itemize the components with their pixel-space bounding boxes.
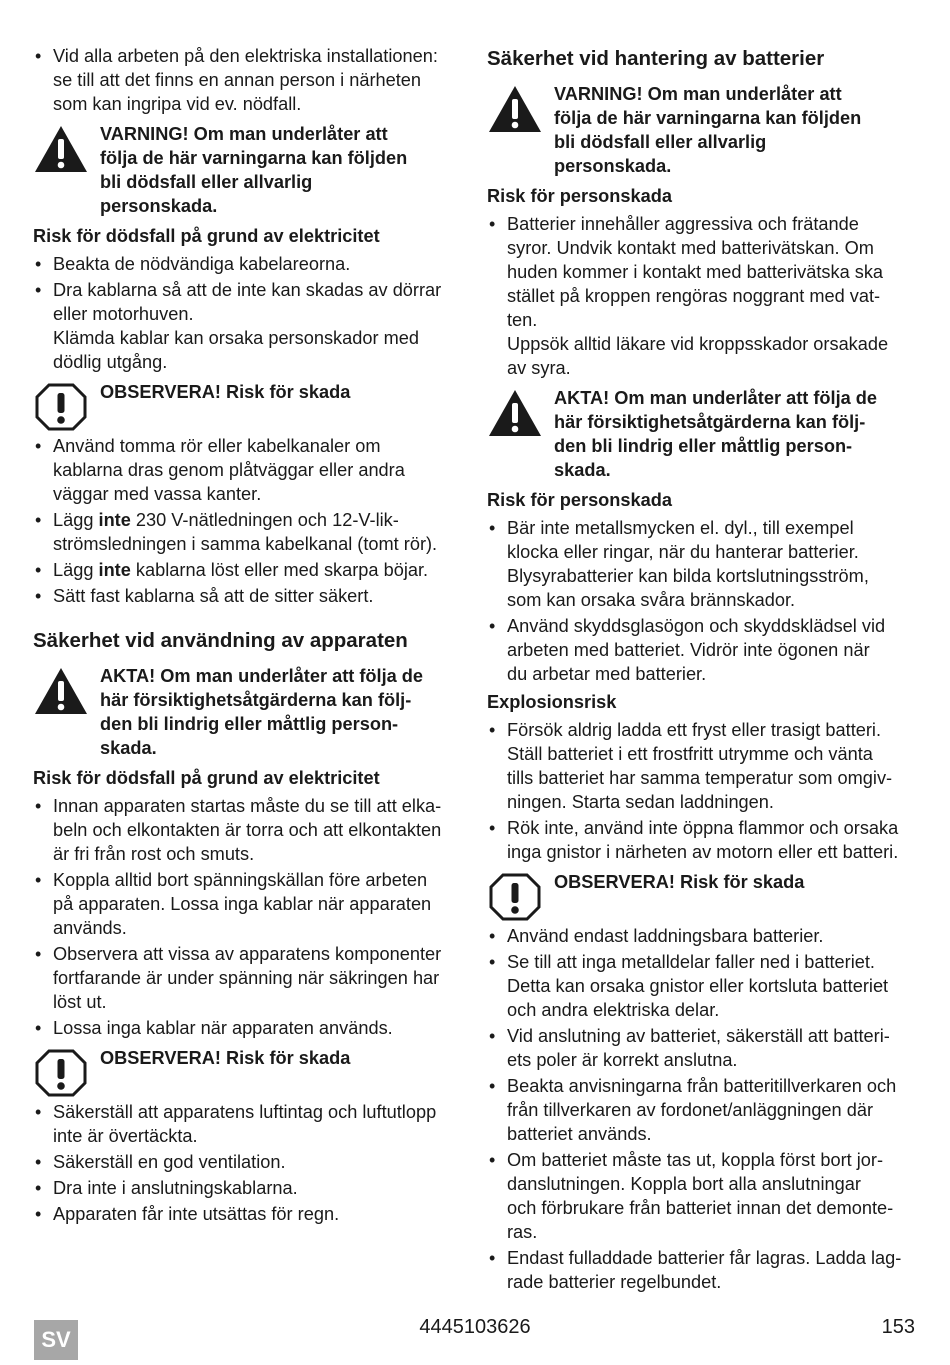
exclamation-octagon-icon (33, 382, 89, 432)
text-line: kablarna dras genom plåtväggar eller andra (53, 460, 405, 480)
warning-triangle-icon (33, 124, 89, 174)
text-line: • Bär inte metallsmycken el. dyl., till exempel (507, 518, 854, 538)
list-item (33, 1016, 461, 1040)
text-line: danslutningen. Koppla bort alla anslutningar (507, 1174, 861, 1194)
section-heading: Säkerhet vid hantering av batterier (487, 47, 825, 70)
text-line: ets poler är korrekt anslutna. (507, 1050, 738, 1070)
list-item (487, 614, 915, 686)
text-line: eller motorhuven. (53, 304, 194, 324)
text-line: • Om batteriet måste tas ut, koppla först bort jor- (507, 1150, 884, 1170)
text-line: • Koppla alltid bort spänningskällan före arbeten (53, 870, 428, 890)
section-heading: Säkerhet vid användning av apparaten (33, 629, 408, 652)
text-line: • Vid alla arbeten på den elektriska installationen: (53, 46, 438, 66)
list-item (33, 558, 461, 582)
warning-text (554, 82, 861, 178)
warning-text (100, 122, 407, 218)
explosion-heading: Explosionsrisk (487, 692, 617, 712)
text-line: arbeten med batteriet. Vidrör inte ögonen när (507, 640, 870, 660)
text-line: du arbetar med batterier. (507, 664, 707, 684)
text-line: skada. (554, 460, 611, 480)
observe-list (487, 924, 915, 1294)
text-line: • Säkerställ att apparatens luftintag och luftutlopp (53, 1102, 437, 1122)
list-item (33, 942, 461, 1014)
observe-text: OBSERVERA! Risk för skada (100, 382, 351, 402)
text-line: VARNING! Om man underlåter att (554, 84, 842, 104)
text-line: den bli lindrig eller måttlig person- (554, 436, 853, 456)
text-line: tills batteriet har samma temperatur som omgiv- (507, 768, 893, 788)
risk-list (33, 794, 461, 1040)
text-line: beln och elkontakten är torra och att elkontakten (53, 820, 442, 840)
text-line: • Se till att inga metalldelar faller ned i batteriet. (507, 952, 875, 972)
list-item (487, 924, 915, 948)
risk-heading: Risk för dödsfall på grund av elektricitet (33, 226, 380, 246)
text-line: • Dra inte i anslutningskablarna. (53, 1178, 298, 1198)
text-line: personskada. (100, 196, 218, 216)
document-number: 4445103626 (419, 1316, 531, 1338)
caution-text (100, 664, 423, 760)
list-item (33, 508, 461, 556)
text-line: • Sätt fast kablarna så att de sitter säkert. (53, 586, 374, 606)
text-line: bli dödsfall eller allvarlig (100, 172, 313, 192)
text-line: rade batterier regelbundet. (507, 1272, 722, 1292)
text-line: • Dra kablarna så att de inte kan skadas av dörrar (53, 280, 442, 300)
warning-triangle-icon (487, 84, 543, 134)
text-line: är fri från rost och smuts. (53, 844, 255, 864)
text-line: Detta kan orsaka gnistor eller kortsluta batteriet (507, 976, 889, 996)
text-segment: Lägg (53, 510, 99, 530)
text-line: följa de här varningarna kan följden (100, 148, 408, 168)
warning-notice (487, 82, 915, 178)
text-line: • Apparaten får inte utsättas för regn. (53, 1204, 340, 1224)
list-item (33, 434, 461, 506)
list-item (487, 1246, 915, 1294)
list-item (33, 44, 461, 116)
risk-list (487, 516, 915, 686)
list-item (487, 718, 915, 814)
list-item (33, 1202, 461, 1226)
text-line: dödlig utgång. (53, 352, 168, 372)
text-line: följa de här varningarna kan följden (554, 108, 862, 128)
risk-heading: Risk för dödsfall på grund av elektricitet (33, 768, 380, 788)
intro-list (33, 44, 461, 116)
text-line: som kan orsaka svåra brännskador. (507, 590, 796, 610)
text-line: här försiktighetsåtgärderna kan följ- (554, 412, 866, 432)
text-line: här försiktighetsåtgärderna kan följ- (100, 690, 412, 710)
text-line: inte är övertäckta. (53, 1126, 198, 1146)
text-line: • Beakta anvisningarna från batteritillverkaren och (507, 1076, 897, 1096)
text-line: löst ut. (53, 992, 107, 1012)
text-line: skada. (100, 738, 157, 758)
list-item (33, 1150, 461, 1174)
text-line: • Rök inte, använd inte öppna flammor och orsaka (507, 818, 899, 838)
list-item (33, 794, 461, 866)
text-segment: kablarna löst eller med skarpa böjar. (130, 560, 429, 580)
page-number: 153 (881, 1316, 915, 1338)
text-line: väggar med vassa kanter. (53, 484, 262, 504)
text-line: strömsledningen i samma kabelkanal (tomt rör). (53, 534, 438, 554)
list-item (487, 516, 915, 612)
text-line: • Säkerställ en god ventilation. (53, 1152, 286, 1172)
text-line: Uppsök alltid läkare vid kroppsskador orsakade (507, 334, 889, 354)
text-segment: 230 V-nätledningen och 12-V-lik- (130, 510, 399, 530)
text-line: Klämda kablar kan orsaka personskador med (53, 328, 419, 348)
text-line: Ställ batteriet i ett frostfritt utrymme och vänta (507, 744, 873, 764)
caution-text (554, 386, 877, 482)
text-line: fortfarande är under spänning när säkringen har (53, 968, 440, 988)
caution-notice (33, 664, 461, 760)
text-line: • Innan apparaten startas måste du se till att elka- (53, 796, 442, 816)
text-line: • Använd skyddsglasögon och skyddsklädsel vid (507, 616, 886, 636)
text-line: och förbrukare från batteriet innan det demonte- (507, 1198, 894, 1218)
risk-heading: Risk för personskada (487, 490, 672, 510)
text-line: • Endast fulladdade batterier får lagras. Ladda lag- (507, 1248, 902, 1268)
warning-triangle-icon (33, 666, 89, 716)
text-line: • Försök aldrig ladda ett fryst eller trasigt batteri. (507, 720, 882, 740)
text-line: huden kommer i kontakt med batterivätska ska (507, 262, 884, 282)
list-item (33, 584, 461, 608)
observe-notice (33, 380, 461, 432)
list-item (33, 868, 461, 940)
text-line: av syra. (507, 358, 571, 378)
list-item (487, 1148, 915, 1244)
text-line: AKTA! Om man underlåter att följa de (554, 388, 878, 408)
observe-notice (487, 870, 915, 922)
text-line: • Beakta de nödvändiga kabelareorna. (53, 254, 351, 274)
text-line: personskada. (554, 156, 672, 176)
caution-notice (487, 386, 915, 482)
list-item (487, 212, 915, 380)
risk-list (487, 212, 915, 380)
observe-list (33, 1100, 461, 1226)
text-line: se till att det finns en annan person i närheten (53, 70, 422, 90)
risk-heading: Risk för personskada (487, 186, 672, 206)
emphasis-text: inte (98, 560, 131, 580)
exclamation-octagon-icon (33, 1048, 89, 1098)
text-line: bli dödsfall eller allvarlig (554, 132, 767, 152)
text-line: inga gnistor i närheten av motorn eller ett batteri. (507, 842, 899, 862)
text-line: AKTA! Om man underlåter att följa de (100, 666, 424, 686)
list-item (33, 1176, 461, 1200)
observe-list (33, 434, 461, 608)
text-line: • Batterier innehåller aggressiva och frätande (507, 214, 859, 234)
language-badge: SV (34, 1320, 78, 1360)
text-line: klocka eller ringar, när du hanterar batterier. (507, 542, 859, 562)
text-segment: Lägg (53, 560, 99, 580)
text-line: ningen. Starta sedan laddningen. (507, 792, 774, 812)
explosion-list (487, 718, 915, 864)
text-line: används. (53, 918, 127, 938)
text-line: ten. (507, 310, 538, 330)
text-line: och andra elektriska delar. (507, 1000, 720, 1020)
text-line: • Använd endast laddningsbara batterier. (507, 926, 824, 946)
text-line: från tillverkaren av fordonet/anläggningen där (507, 1100, 874, 1120)
text-line: ras. (507, 1222, 538, 1242)
text-line: Blysyrabatterier kan bilda kortslutningsström, (507, 566, 869, 586)
warning-notice (33, 122, 461, 218)
right-column (487, 44, 915, 1296)
list-item (33, 278, 461, 374)
text-line: • Vid anslutning av batteriet, säkerställ att batteri- (507, 1026, 890, 1046)
emphasis-text: inte (98, 510, 131, 530)
text-line: • Använd tomma rör eller kabelkanaler om (53, 436, 381, 456)
exclamation-octagon-icon (487, 872, 543, 922)
text-line: den bli lindrig eller måttlig person- (100, 714, 399, 734)
list-item (487, 1024, 915, 1072)
observe-text: OBSERVERA! Risk för skada (100, 1048, 351, 1068)
list-item (33, 1100, 461, 1148)
observe-notice (33, 1046, 461, 1098)
warning-triangle-icon (487, 388, 543, 438)
text-line: som kan ingripa vid ev. nödfall. (53, 94, 302, 114)
text-line: stället på kroppen rengöras noggrant med vat- (507, 286, 881, 306)
list-item (487, 816, 915, 864)
text-line: VARNING! Om man underlåter att (100, 124, 388, 144)
list-item (487, 950, 915, 1022)
text-line: • Observera att vissa av apparatens komponenter (53, 944, 442, 964)
text-line: • Lossa inga kablar när apparaten används. (53, 1018, 393, 1038)
list-item (33, 252, 461, 276)
left-column (33, 44, 461, 1228)
list-item (487, 1074, 915, 1146)
text-line: batteriet används. (507, 1124, 652, 1144)
text-line: på apparaten. Lossa inga kablar när apparaten (53, 894, 432, 914)
observe-text: OBSERVERA! Risk för skada (554, 872, 805, 892)
risk-list (33, 252, 461, 374)
text-line: syror. Undvik kontakt med batterivätskan. Om (507, 238, 874, 258)
